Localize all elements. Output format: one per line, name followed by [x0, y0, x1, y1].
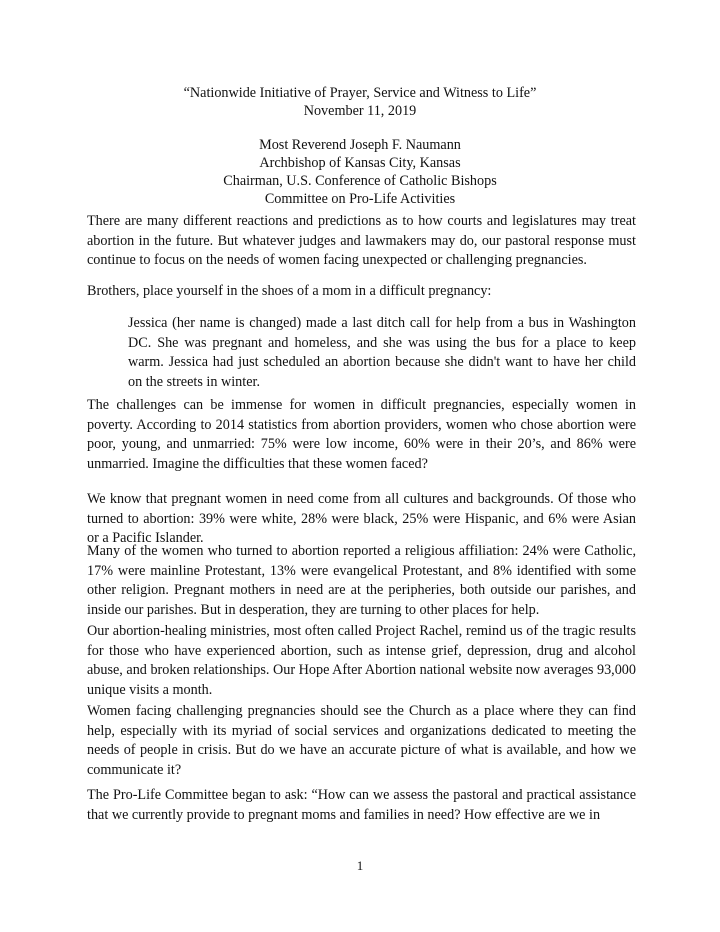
- page-number: 1: [356, 858, 364, 873]
- speaker-block: [0, 136, 720, 208]
- paragraph-6: Our abortion-healing ministries, most often called Project Rachel, remind us of the tragic results for those who have experienced abortion, such as intense grief, depression, drug and alcohol abuse, and broken relationships. Our Hope After Abortion national website now averages 93,000 unique visits a month.: [87, 623, 636, 698]
- speaker-name: Most Reverend Joseph F. Naumann: [259, 137, 461, 153]
- paragraph-1: There are many different reactions and predictions as to how courts and legislatures may treat abortion in the future. But whatever judges and lawmakers may do, our pastoral response must continue to focus on the needs of women facing unexpected or challenging pregnancies.: [87, 213, 636, 268]
- paragraph-3: The challenges can be immense for women in difficult pregnancies, especially women in poverty. According to 2014 statistics from abortion providers, women who chose abortion were poor, young, and unmarried: 75% were low income, 60% were in their 20’s, and 86% were unmarried. Imagine the difficulties that these women faced?: [87, 397, 636, 472]
- speaker-role: Archbishop of Kansas City, Kansas: [259, 155, 461, 171]
- paragraph-4: We know that pregnant women in need come from all cultures and backgrounds. Of those who turned to abortion: 39% were white, 28% were black, 25% were Hispanic, and 6% were Asian or a Pacific Islander.: [87, 491, 636, 546]
- speaker-committee: Committee on Pro-Life Activities: [264, 191, 456, 207]
- paragraph-2: Brothers, place yourself in the shoes of a mom in a difficult pregnancy:: [87, 283, 492, 299]
- speaker-position: Chairman, U.S. Conference of Catholic Bishops: [223, 173, 497, 189]
- paragraph-8: The Pro-Life Committee began to ask: “How can we assess the pastoral and practical assistance that we currently provide to pregnant moms and families in need? How effective are we in: [87, 787, 636, 823]
- document-title: “Nationwide Initiative of Prayer, Service and Witness to Life”: [183, 85, 537, 101]
- document-date: November 11, 2019: [303, 103, 417, 119]
- paragraph-7: Women facing challenging pregnancies should see the Church as a place where they can find help, especially with its myriad of social services and organizations dedicated to meeting the needs of people in crisis. But do we have an accurate picture of what is available, and how we communicate it?: [87, 703, 636, 778]
- quote-block: Jessica (her name is changed) made a last ditch call for help from a bus in Washington DC. She was pregnant and homeless, and she was using the bus for a place to keep warm. Jessica had just scheduled an abortion because she didn't want to have her child on the streets in winter.: [128, 315, 636, 390]
- paragraph-5: Many of the women who turned to abortion reported a religious affiliation: 24% were Catholic, 17% were mainline Protestant, 13% were evangelical Protestant, and 8% identified with some other religion. Pregnant mothers in need are at the peripheries, both outside our parishes, and inside our parishes. But in desperation, they are turning to other places for help.: [87, 543, 636, 618]
- document-header: [0, 84, 720, 120]
